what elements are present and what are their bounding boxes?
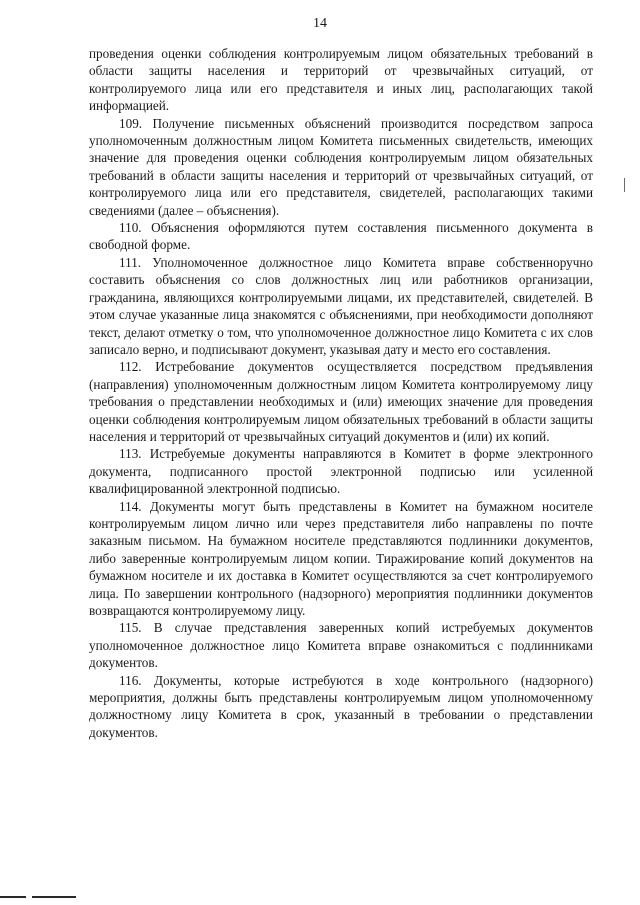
paragraph-109: 109. Получение письменных объяснений производится посредством запроса уполномоченным должностным лицом Комитета письменных свидетельств, имеющих значение для проведения оценки соблюдения контролируемым лицом обязательных требований в области защиты населения и территорий от чрезвычайных ситуаций, от контролируемого лица или его представителя, свидетелей, располагающих такими сведениями (далее – объяснения).: [89, 115, 593, 218]
paragraph-113: 113. Истребуемые документы направляются в Комитет в форме электронного документа, подписанного простой электронной подписью или усиленной квалифицированной электронной подписью.: [89, 446, 593, 497]
paragraph-110: 110. Объяснения оформляются путем составления письменного документа в свободной форме.: [89, 220, 593, 253]
scan-margin-mark: [624, 178, 625, 192]
paragraph-115: 115. В случае представления заверенных копий истребуемых документов уполномоченное должностное лицо Комитета вправе ознакомиться с подлинниками документов.: [89, 620, 593, 671]
footer-rule: [32, 896, 76, 898]
paragraph-continuation: проведения оценки соблюдения контролируемым лицом обязательных требований в области защиты населения и территорий от чрезвычайных ситуаций, от контролируемого лица или его представителя и иных лиц, располагающих такой информацией.: [89, 46, 593, 114]
paragraph-112: 112. Истребование документов осуществляется посредством предъявления (направления) уполномоченным должностным лицом Комитета контролируемому лицу требования о представлении необходимых и (или) имеющих значение для проведения оценки соблюдения контролируемым лицом обязательных требований в области защиты населения и территорий от чрезвычайных ситуаций документов и (или) их копий.: [89, 359, 593, 444]
paragraph-114: 114. Документы могут быть представлены в Комитет на бумажном носителе контролируемым лицом лично или через представителя либо направлены по почте заказным письмом. На бумажном носителе представляются подлинники документов, либо заверенные контролируемым лицом копии. Тиражирование копий документов на бумажном носителе и их доставка в Комитет осуществляются за счет контролируемого лица. По завершении контрольного (надзорного) мероприятия подлинники документов возвращаются контролируемому лицу.: [89, 498, 593, 618]
page-number: 14: [313, 16, 327, 31]
paragraph-111: 111. Уполномоченное должностное лицо Комитета вправе собственноручно составить объяснения со слов должностных лиц или работников организации, гражданина, являющихся контролируемыми лицами, их представителей, свидетелей. В этом случае указанные лица знакомятся с объяснениями, при необходимости дополняют текст, делают отметку о том, что уполномоченное должностное лицо Комитета с их слов записало верно, и подписывают документ, указывая дату и место его составления.: [89, 254, 593, 357]
footer-rule: [0, 896, 26, 898]
paragraph-116: 116. Документы, которые истребуются в ходе контрольного (надзорного) мероприятия, должны быть представлены контролируемым лицом уполномоченному должностному лицу Комитета в срок, указанный в требовании о представлении документов.: [89, 672, 593, 740]
document-body: [89, 45, 593, 741]
